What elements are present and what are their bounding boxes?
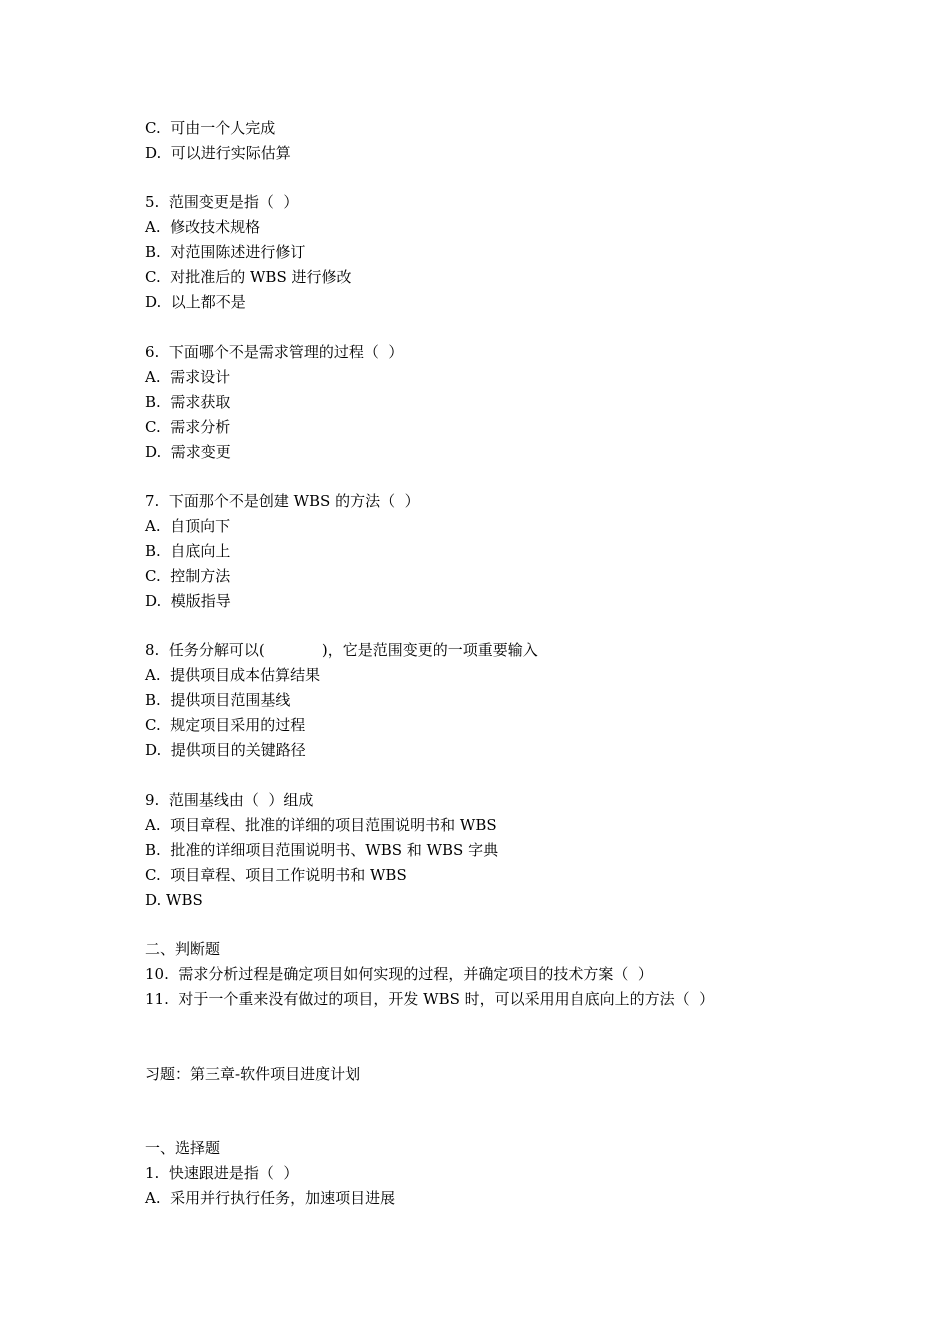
question-11: 11. 对于一个重来没有做过的项目，开发 WBS 时，可以采用用自底向上的方法（ ）: [145, 990, 715, 1008]
option-d: D. 提供项目的关键路径: [145, 741, 306, 759]
option-a: A. 自顶向下: [145, 517, 231, 535]
option-d: D. 需求变更: [145, 443, 231, 461]
option-d: D. WBS: [145, 891, 203, 909]
option-c: C. 控制方法: [145, 567, 231, 585]
question-1: 1. 快速跟进是指（ ）: [145, 1164, 299, 1182]
option-a: A. 采用并行执行任务，加速项目进展: [145, 1189, 396, 1207]
option-d: D. 以上都不是: [145, 293, 246, 311]
question-9: 9. 范围基线由（ ）组成: [145, 791, 314, 809]
option-d: D. 模版指导: [145, 592, 231, 610]
option-a: A. 修改技术规格: [145, 218, 261, 236]
chapter-title: 习题：第三章-软件项目进度计划: [145, 1065, 361, 1083]
question-8: 8. 任务分解可以( )，它是范围变更的一项重要输入: [145, 641, 538, 659]
option-c: C. 规定项目采用的过程: [145, 716, 306, 734]
option-c: C. 项目章程、项目工作说明书和 WBS: [145, 866, 407, 884]
option-a: A. 提供项目成本估算结果: [145, 666, 321, 684]
option-c: C. 可由一个人完成: [145, 119, 276, 137]
option-b: B. 对范围陈述进行修订: [145, 243, 306, 261]
question-10: 10. 需求分析过程是确定项目如何实现的过程，并确定项目的技术方案（ ）: [145, 965, 653, 983]
option-c: C. 对批准后的 WBS 进行修改: [145, 268, 352, 286]
option-c: C. 需求分析: [145, 418, 231, 436]
option-a: A. 需求设计: [145, 368, 231, 386]
option-b: B. 提供项目范围基线: [145, 691, 291, 709]
question-7: 7. 下面那个不是创建 WBS 的方法（ ）: [145, 492, 420, 510]
section-heading-multiple-choice: 一、选择题: [145, 1139, 221, 1157]
option-b: B. 批准的详细项目范围说明书、WBS 和 WBS 字典: [145, 841, 499, 859]
section-heading-true-false: 二、判断题: [145, 940, 221, 958]
question-5: 5. 范围变更是指（ ）: [145, 193, 299, 211]
option-d: D. 可以进行实际估算: [145, 144, 291, 162]
option-a: A. 项目章程、批准的详细的项目范围说明书和 WBS: [145, 816, 497, 834]
question-6: 6. 下面哪个不是需求管理的过程（ ）: [145, 343, 404, 361]
option-b: B. 需求获取: [145, 393, 231, 411]
option-b: B. 自底向上: [145, 542, 231, 560]
